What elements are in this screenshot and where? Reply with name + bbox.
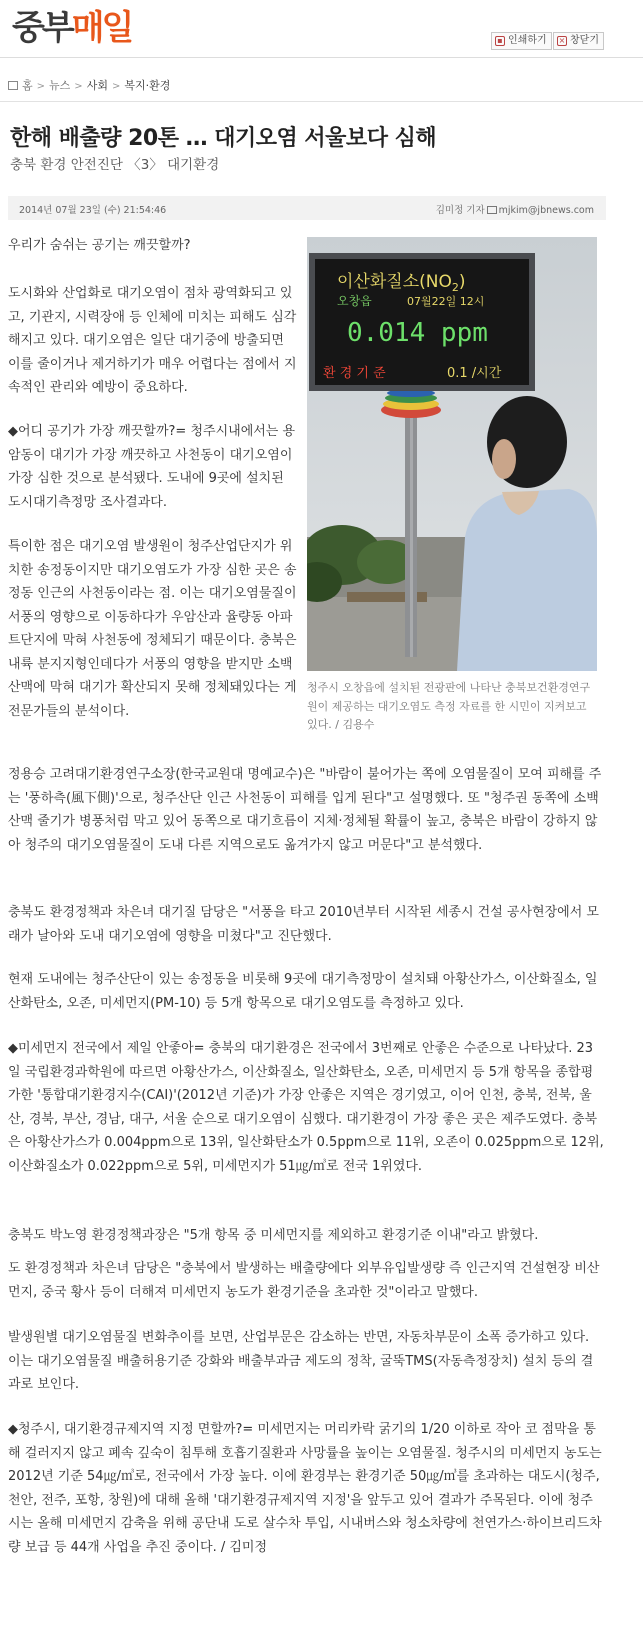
photo-illustration xyxy=(307,237,597,671)
article-paragraph: ◆어디 공기가 가장 깨끗할까?= 청주시내에서는 용암동이 대기가 가장 깨끗하고 사천동이 대기오염이 가장 심한 것으로 분석됐다. 도내에 9곳에 설치된 도시대기측정망 조사결과다. xyxy=(8,424,296,510)
breadcrumb-home[interactable]: 홈 xyxy=(22,79,33,92)
article-paragraph: 정용승 고려대기환경연구소장(한국교원대 명예교수)은 "바람이 불어가는 쪽에 오염물질이 모여 피해를 주는 '풍하측(風下側)'으로, 청주산단 인근 사천동이 피해를 입게 된다"고 설명했다. 또 "청주권 동쪽에 소백산맥 줄기가 병풍처럼 막고 있어 동쪽으로 대기흐름이 지체·정체될 확률이 높고, 충북은 바람이 강하지 않아 청주의 대기오염물질이 도내 다른 지역으로도 옮겨가지 않고 머문다"고 분석했다. xyxy=(8,767,602,853)
logo-text-2: 매일 xyxy=(71,8,132,48)
breadcrumb-separator: > xyxy=(36,81,46,92)
article-headline: 한해 배출량 20톤 … 대기오염 서울보다 심해 xyxy=(10,126,437,151)
breadcrumb-separator: > xyxy=(111,81,121,92)
breadcrumb-news[interactable]: 뉴스 xyxy=(49,79,71,92)
close-label: 창닫기 xyxy=(570,35,599,46)
article-subhead: 충북 환경 안전진단 〈3〉 대기환경 xyxy=(10,157,220,173)
close-window-button[interactable] xyxy=(553,32,604,50)
breadcrumb xyxy=(8,77,170,93)
home-icon xyxy=(8,81,18,90)
article-photo xyxy=(307,237,597,671)
reporter-email[interactable]: mjkim@jbnews.com xyxy=(498,205,594,216)
reporter-name: 김미정 기자 xyxy=(435,205,485,216)
sign-standard-value: 0.1 /시간 xyxy=(447,366,502,381)
breadcrumb-divider xyxy=(0,101,643,102)
article-meta-bar xyxy=(8,196,606,220)
article-paragraph: 충북도 박노영 환경정책과장은 "5개 항목 중 미세먼지를 제외하고 환경기준 이내"라고 밝혔다. xyxy=(8,1228,539,1243)
article-paragraph: 도시화와 산업화로 대기오염이 점차 광역화되고 있고, 기관지, 시력장애 등 인체에 미치는 피해도 심각해지고 있다. 대기오염은 일단 대기중에 방출되면 이를 줄이거나 제거하기가 매우 어렵다는 점에서 지속적인 관리와 예방이 중요하다. xyxy=(8,286,297,395)
print-button[interactable] xyxy=(491,32,552,50)
print-label: 인쇄하기 xyxy=(508,35,547,46)
sign-value: 0.014 ppm xyxy=(347,318,488,348)
photo-caption: 청주시 오창읍에 설치된 전광판에 나타난 충북보건환경연구원이 제공하는 대기오염도 측정 자료를 한 시민이 지켜보고 있다. / 김용수 xyxy=(307,681,591,731)
breadcrumb-separator: > xyxy=(74,81,83,92)
article-paragraph: 충북도 환경정책과 차은녀 대기질 담당은 "서풍을 타고 2010년부터 시작된 세종시 건설 공사현장에서 모래가 날아와 도내 대기오염에 영향을 미쳤다"고 진단했다. xyxy=(8,905,599,944)
site-header xyxy=(0,0,643,58)
logo-text-1: 중부 xyxy=(12,8,72,48)
article-date: 2014년 07월 23일 (수) 21:54:46 xyxy=(19,205,167,216)
breadcrumb-welfare-environment[interactable]: 복지·환경 xyxy=(124,79,171,92)
print-icon: ▪ xyxy=(495,36,505,46)
sign-standard-label: 환 경 기 준 xyxy=(323,366,386,381)
article-paragraph: 우리가 숨쉬는 공기는 깨끗할까? xyxy=(8,238,191,253)
close-icon: × xyxy=(558,36,566,45)
sign-title: 이산화질소$(NO_2)$ xyxy=(337,272,466,294)
sign-date: 07월22일 12시 xyxy=(407,295,485,308)
article-paragraph: 발생원별 대기오염물질 변화추이를 보면, 산업부문은 감소하는 반면, 자동차부문이 소폭 증가하고 있다. 이는 대기오염물질 배출허용기준 강화와 배출부과금 제도의 정착, 굴뚝TMS(자동측정장치) 설치 등의 결과로 보인다. xyxy=(8,1330,594,1392)
breadcrumb-society[interactable]: 사회 xyxy=(86,79,108,92)
site-logo[interactable] xyxy=(12,8,131,48)
reporter-info xyxy=(436,202,594,216)
article-paragraph: 현재 도내에는 청주산단이 있는 송정동을 비롯해 9곳에 대기측정망이 설치돼 아황산가스, 이산화질소, 일산화탄소, 오존, 미세먼지(PM-10) 등 5개 항목으로 대기오염도를 측정하고 있다. xyxy=(8,972,598,1011)
article-paragraph: 특이한 점은 대기오염 발생원이 청주산업단지가 위치한 송정동이지만 대기오염도가 가장 심한 곳은 송정동 인근의 사천동이라는 점. 이는 대기오염물질이 서풍의 영향으로 이동하다가 우암산과 율량동 아파트단지에 막혀 사천동에 정체되기 때문이다. 충북은 내륙 분지지형인데다가 서풍의 영향을 받지만 소백산맥에 막혀 대기가 확산되지 못해 정체돼있다는 게 전문가들의 분석이다. xyxy=(8,539,297,719)
mail-icon[interactable] xyxy=(487,206,497,214)
article-paragraph: ◆청주시, 대기환경규제지역 지정 면할까?= 미세먼지는 머리카락 굵기의 1/20 이하로 작아 코 점막을 통해 걸러지지 않고 폐속 깊숙이 침투해 호흡기질환과 사망률을 높이는 오염물질. 청주시의 미세먼지 농도는 2012년 기준 54㎍/㎥로, 전국에서 가장 높다. 이에 환경부는 환경기준 50㎍/㎥를 초과하는 대도시(청주, 천안, 전주, 포항, 창원)에 대해 올해 '대기환경규제지역 지정'을 앞두고 있어 결과가 주목된다. 이에 청주시는 올해 미세먼지 감축을 위해 공단내 도로 살수차 투입, 시내버스와 청소차량에 천연가스·하이브리드차량 보급 등 44개 사업을 추진 중이다. / 김미정 xyxy=(8,1422,602,1555)
sign-location: 오창읍 xyxy=(337,294,372,308)
article-paragraph: 도 환경정책과 차은녀 담당은 "충북에서 발생하는 배출량에다 외부유입발생량 즉 인근지역 건설현장 비산먼지, 중국 황사 등이 더해져 미세먼지 농도가 환경기준을 초과한 것"이라고 말했다. xyxy=(8,1261,600,1300)
article-paragraph: ◆미세먼지 전국에서 제일 안좋아= 충북의 대기환경은 전국에서 3번째로 안좋은 수준으로 나타났다. 23일 국립환경과학원에 따르면 아황산가스, 이산화질소, 일산화탄소, 오존, 미세먼지 등 5개 항목을 종합평가한 '통합대기환경지수(CAI)'(2012년 기준)가 가장 안좋은 지역은 경기였고, 이어 인천, 충북, 전북, 울산, 경북, 부산, 경남, 대구, 서울 순으로 대기오염이 심했다. 대기환경이 가장 좋은 곳은 제주도였다. 충북은 아황산가스가 0.004ppm으로 13위, 일산화탄소가 0.5ppm으로 11위, 오존이 0.025ppm으로 12위, 이산화질소가 0.022ppm으로 5위, 미세먼지가 51㎍/㎥로 전국 1위였다. xyxy=(8,1041,604,1174)
